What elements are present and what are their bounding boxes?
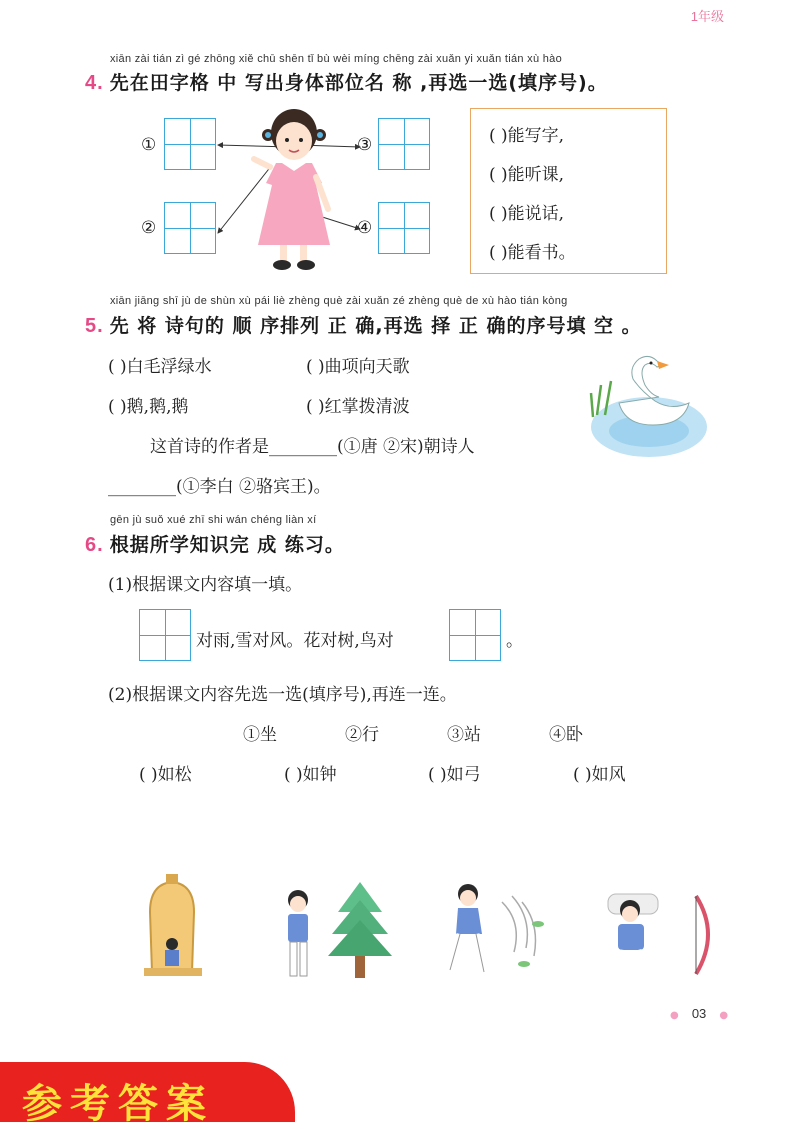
label-2: ② bbox=[141, 218, 157, 238]
poem-line-4[interactable]: ( )红掌拨清波 bbox=[306, 397, 410, 417]
answer-key-title: 参考答案 bbox=[22, 1081, 214, 1127]
blank-4[interactable]: ( )如风 bbox=[573, 765, 626, 785]
blank-1[interactable]: ( )如松 bbox=[139, 765, 192, 785]
author-answer[interactable]: ________(①李白 ②骆宾王)。 bbox=[108, 477, 331, 497]
matching-illustrations bbox=[130, 872, 720, 984]
choice-3: ③站 bbox=[447, 725, 481, 745]
tianzige-box-1[interactable] bbox=[164, 118, 216, 170]
standing-boy-image[interactable] bbox=[288, 890, 308, 976]
tianzige-box-3[interactable] bbox=[378, 118, 430, 170]
girl-illustration bbox=[210, 105, 380, 275]
choice-4: ④卧 bbox=[549, 725, 583, 745]
lying-boy-image[interactable] bbox=[608, 894, 658, 976]
q5-pinyin: xiān jiāng shī jù de shùn xù pái liè zhèng què zài xuǎn zé zhèng què de xù hào tián kòng bbox=[110, 295, 568, 307]
bow-image[interactable] bbox=[696, 896, 708, 974]
q5-number: 5. bbox=[85, 315, 104, 337]
q4-option-3[interactable]: ( )能说话, bbox=[489, 204, 565, 224]
swan-illustration bbox=[585, 345, 710, 460]
choice-2: ②行 bbox=[345, 725, 379, 745]
q5-title bbox=[85, 311, 642, 338]
q6-part1-sentence: 对雨,雪对风。花对树,鸟对 bbox=[196, 631, 394, 651]
walking-boy-image[interactable] bbox=[450, 884, 544, 972]
q6-title bbox=[85, 530, 345, 557]
q6-tianzige-1[interactable] bbox=[139, 609, 191, 661]
q6-tianzige-2[interactable] bbox=[449, 609, 501, 661]
poem-line-3[interactable]: ( )鹅,鹅,鹅 bbox=[108, 397, 189, 417]
page-number: 03 bbox=[691, 1006, 707, 1021]
q5-title-text: 先 将 诗句的 顺 序排列 正 确,再选 择 正 确的序号填 空 。 bbox=[109, 315, 642, 337]
q6-part1-label: (1)根据课文内容填一填。 bbox=[108, 575, 303, 595]
choice-1: ①坐 bbox=[243, 725, 277, 745]
q6-title-text: 根据所学知识完 成 练习。 bbox=[109, 534, 345, 556]
poem-line-1[interactable]: ( )白毛浮绿水 bbox=[108, 357, 212, 377]
pine-tree-image[interactable] bbox=[328, 882, 392, 978]
q6-part1-end: 。 bbox=[506, 631, 523, 651]
q4-title bbox=[85, 68, 608, 95]
label-3: ③ bbox=[357, 135, 373, 155]
author-question[interactable]: 这首诗的作者是________(①唐 ②宋)朝诗人 bbox=[150, 437, 475, 457]
q6-pinyin: gēn jù suǒ xué zhī shi wán chéng liàn xí bbox=[110, 514, 317, 526]
dot-right-icon: ● bbox=[719, 1010, 729, 1021]
answer-key-banner[interactable] bbox=[0, 1062, 295, 1127]
blank-2[interactable]: ( )如钟 bbox=[284, 765, 337, 785]
q4-option-2[interactable]: ( )能听课, bbox=[489, 165, 565, 185]
label-4: ④ bbox=[357, 218, 373, 238]
blank-3[interactable]: ( )如弓 bbox=[428, 765, 481, 785]
q6-part2-label: (2)根据课文内容先选一选(填序号),再连一连。 bbox=[108, 685, 457, 705]
label-1: ① bbox=[141, 135, 157, 155]
dot-left-icon: ● bbox=[670, 1010, 679, 1021]
q4-number: 4. bbox=[85, 72, 104, 94]
q4-pinyin: xiān zài tián zì gé zhōng xiě chū shēn tǐ bù wèi míng chēng zài xuǎn yi xuǎn tián xù hào bbox=[110, 53, 562, 65]
grade-label: 1年级 bbox=[690, 9, 724, 24]
q6-number: 6. bbox=[85, 534, 104, 556]
tianzige-box-2[interactable] bbox=[164, 202, 216, 254]
q4-options-box bbox=[470, 108, 667, 274]
bell-image[interactable] bbox=[144, 874, 202, 976]
poem-line-2[interactable]: ( )曲项向天歌 bbox=[306, 357, 410, 377]
q4-title-text: 先在田字格 中 写出身体部位名 称 ,再选一选(填序号)。 bbox=[109, 72, 608, 94]
tianzige-box-4[interactable] bbox=[378, 202, 430, 254]
q4-option-1[interactable]: ( )能写字, bbox=[489, 126, 565, 146]
page-number-group bbox=[670, 1003, 728, 1022]
q4-option-4[interactable]: ( )能看书。 bbox=[489, 243, 576, 263]
